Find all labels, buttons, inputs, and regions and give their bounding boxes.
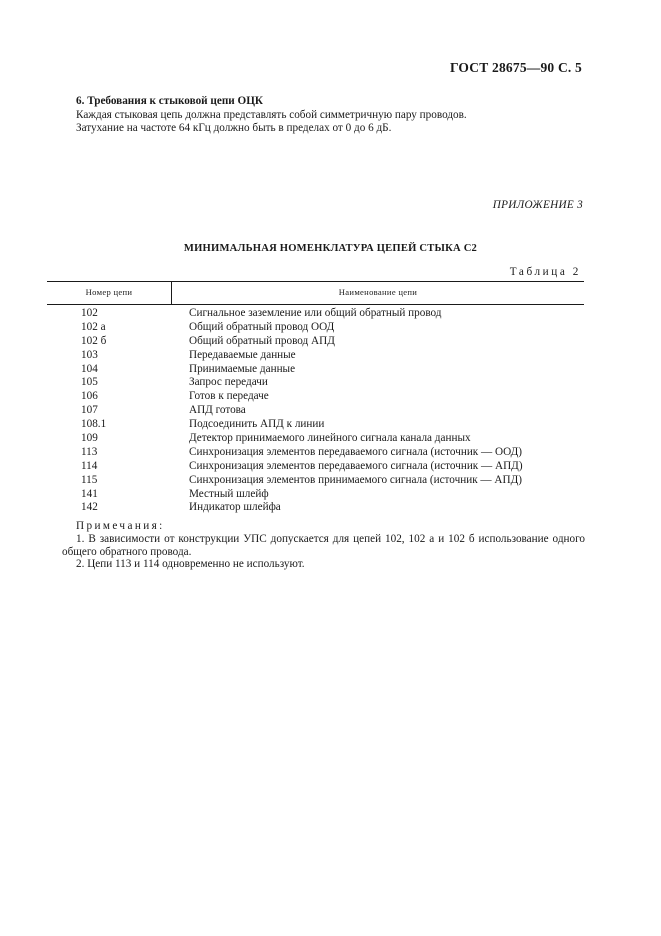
circuit-name: Готов к передаче <box>189 390 269 403</box>
circuit-number: 142 <box>81 501 98 514</box>
table-row <box>47 376 584 390</box>
circuit-number: 104 <box>81 362 98 375</box>
table-row <box>47 488 584 502</box>
table-header <box>47 281 584 305</box>
circuit-name: Сигнальное заземление или общий обратный провод <box>189 307 442 319</box>
section-paragraph-1: Каждая стыковая цепь должна представлять собой симметричную пару проводов. <box>76 108 467 121</box>
table-row <box>47 432 584 446</box>
table-caption: Таблица 2 <box>509 266 581 278</box>
table-body <box>47 305 584 515</box>
note-2: 2. Цепи 113 и 114 одновременно не используют. <box>76 558 305 571</box>
circuit-number: 106 <box>81 390 98 403</box>
table-row <box>47 446 584 460</box>
note-1: 1. В зависимости от конструкции УПС допускается для цепей 102, 102 а и 102 б использование одного общего обратного провода. <box>62 532 585 558</box>
circuit-name: Синхронизация элементов передаваемого сигнала (источник — ООД) <box>189 445 522 458</box>
table-row <box>47 418 584 432</box>
circuit-name: Запрос передачи <box>189 376 268 389</box>
circuit-number: 102 б <box>81 334 107 347</box>
table-row <box>47 349 584 363</box>
circuit-name: Принимаемые данные <box>189 362 296 375</box>
circuit-number: 107 <box>81 404 98 417</box>
circuit-name: Детектор принимаемого линейного сигнала канала данных <box>189 432 471 445</box>
circuit-number: 105 <box>81 376 98 389</box>
table-row <box>47 307 584 321</box>
section-title: 6. Требования к стыковой цепи ОЦК <box>76 95 264 107</box>
table-row <box>47 321 584 335</box>
circuit-name: Передаваемые данные <box>189 348 296 361</box>
circuit-number: 114 <box>81 459 98 472</box>
circuit-number: 141 <box>81 487 98 500</box>
circuit-number: 102 а <box>81 320 106 333</box>
table-row <box>47 404 584 418</box>
running-title: ГОСТ 28675—90 С. 5 <box>449 60 582 75</box>
circuit-number: 102 <box>81 307 98 319</box>
circuit-name: Синхронизация элементов принимаемого сигнала (источник — АПД) <box>189 473 522 486</box>
circuit-name: Подсоединить АПД к линии <box>189 418 325 431</box>
circuit-name: Местный шлейф <box>189 487 269 500</box>
appendix-label: ПРИЛОЖЕНИЕ 3 <box>492 199 583 211</box>
appendix-title: МИНИМАЛЬНАЯ НОМЕНКЛАТУРА ЦЕПЕЙ СТЫКА С2 <box>183 243 478 254</box>
section-6 <box>76 95 586 136</box>
circuit-number: 103 <box>81 348 98 361</box>
notes <box>62 520 585 571</box>
circuits-table <box>47 281 584 515</box>
circuit-number: 108.1 <box>81 418 107 431</box>
circuit-name: АПД готова <box>189 404 246 417</box>
table-row <box>47 363 584 377</box>
notes-title: Примечания: <box>76 520 165 532</box>
circuit-number: 109 <box>81 432 98 445</box>
circuit-number: 113 <box>81 445 98 458</box>
table-row <box>47 460 584 474</box>
circuit-name: Индикатор шлейфа <box>189 501 281 514</box>
header-circuit-number: Номер цепи <box>85 287 133 297</box>
circuit-number: 115 <box>81 473 98 486</box>
circuit-name: Общий обратный провод ООД <box>189 320 335 333</box>
table-row <box>47 474 584 488</box>
circuit-name: Общий обратный провод АПД <box>189 334 335 347</box>
circuit-name: Синхронизация элементов передаваемого сигнала (источник — АПД) <box>189 459 523 472</box>
table-row <box>47 501 584 515</box>
table-row <box>47 335 584 349</box>
section-paragraph-2: Затухание на частоте 64 кГц должно быть в пределах от 0 до 6 дБ. <box>76 122 392 135</box>
header-circuit-name: Наименование цепи <box>338 287 418 297</box>
table-row <box>47 390 584 404</box>
